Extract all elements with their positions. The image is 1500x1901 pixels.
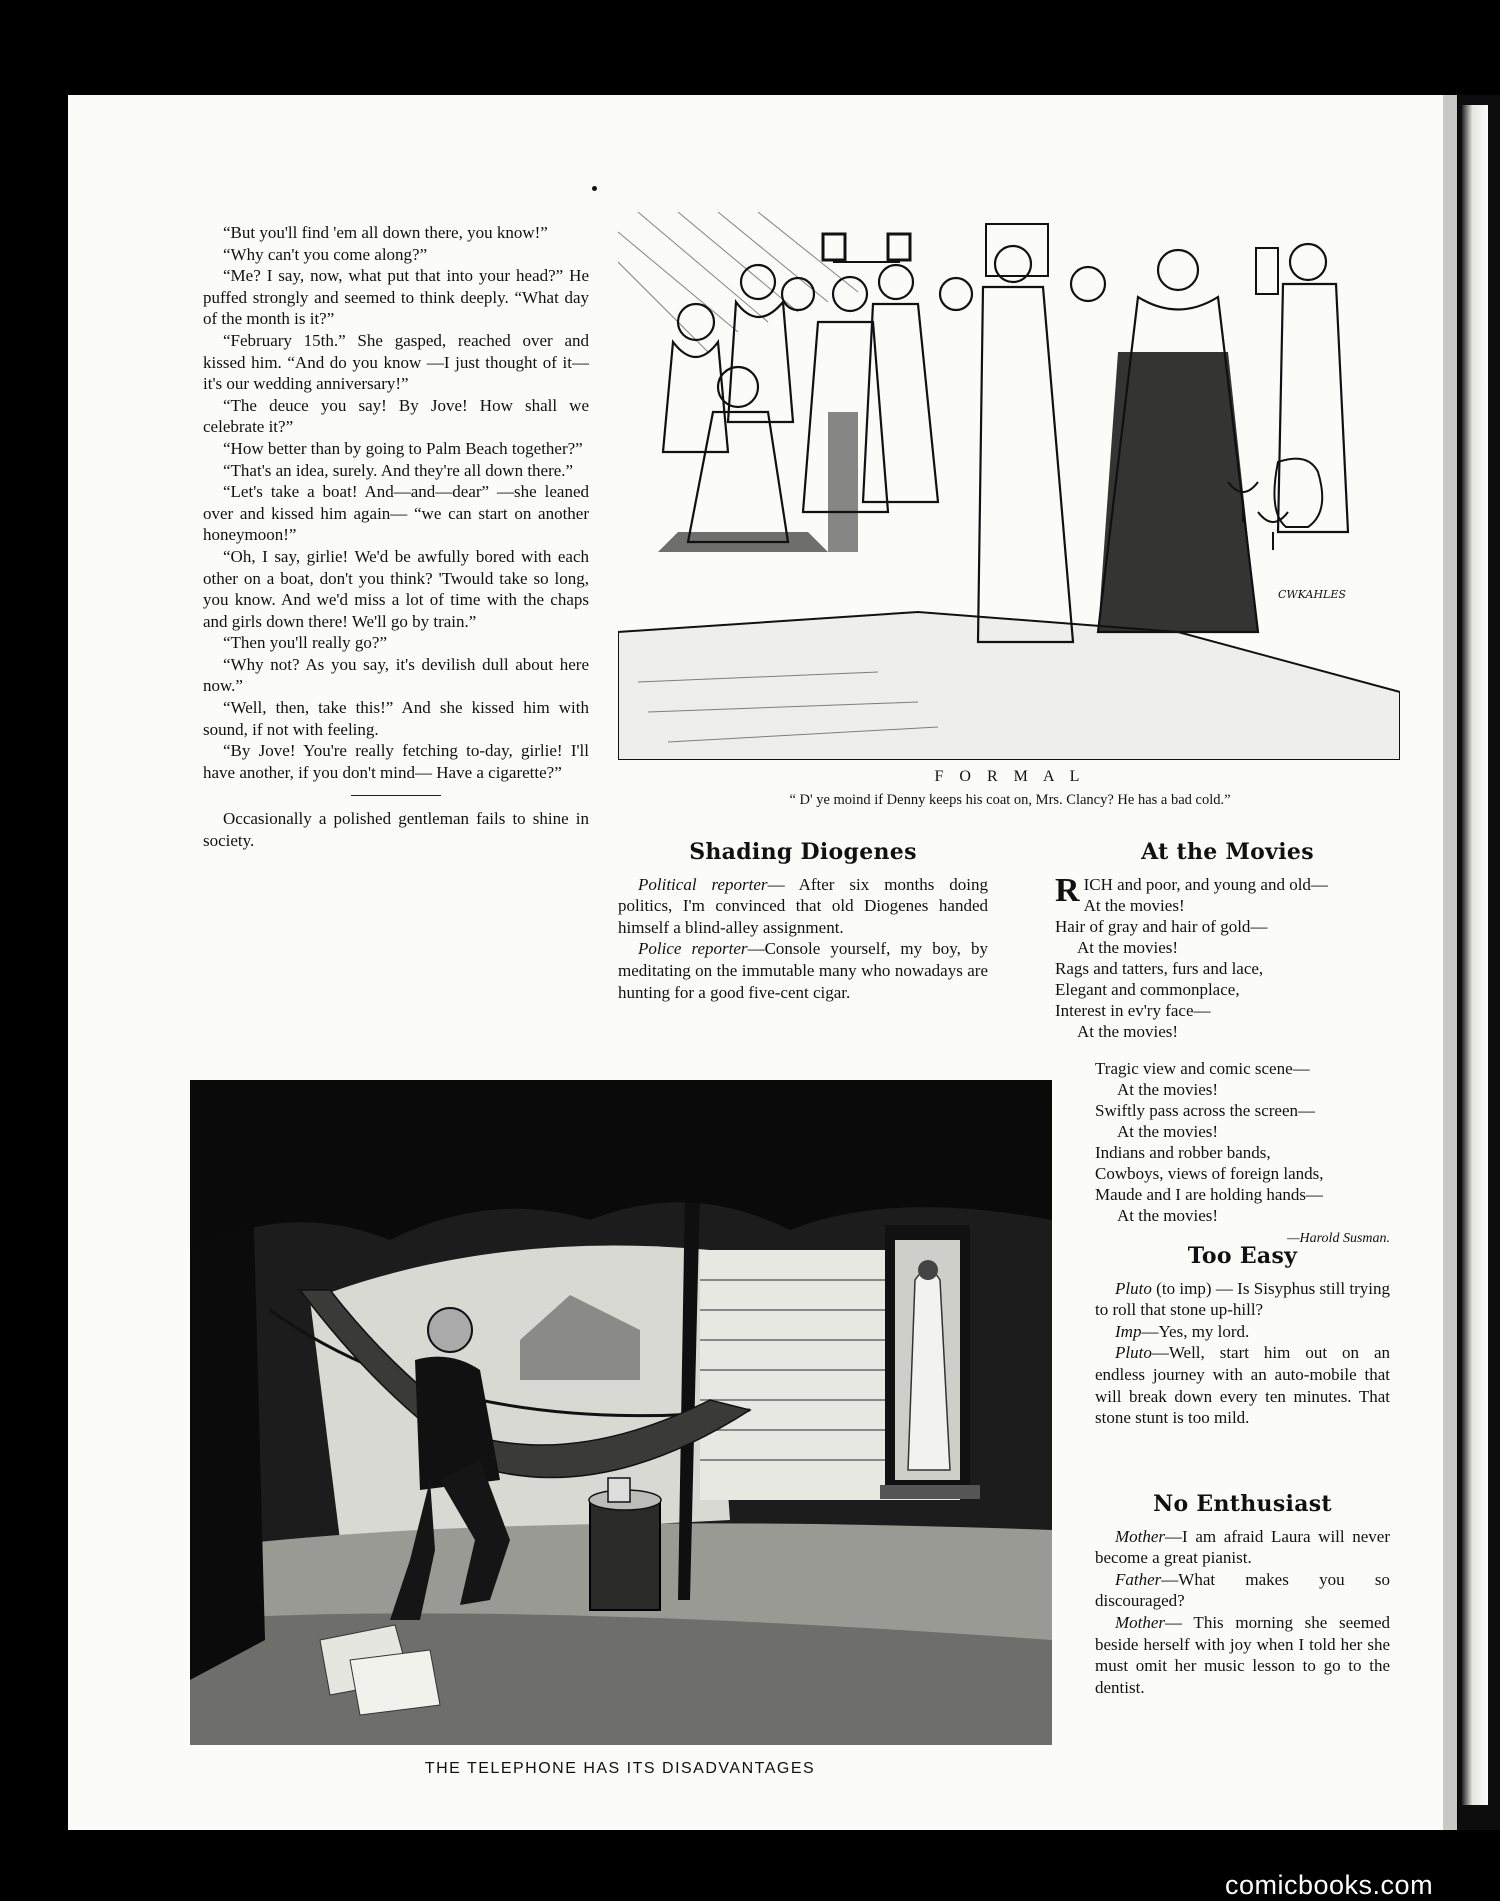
shading-diogenes-column [618,839,989,1003]
movies-dropcap: R [1055,871,1080,909]
next-page-edge [1462,105,1488,1805]
telephone-cartoon-drawing [190,1080,1052,1745]
poem-line: At the movies! [1077,937,1179,957]
story-paragraph: “That's an idea, surely. And they're all down there.” [223,460,574,480]
story-column [203,222,589,852]
too-easy-column [1095,1243,1390,1429]
poem-line: At the movies! [1083,895,1185,915]
no-enthusiast-heading: No Enthusiast [1153,1491,1332,1517]
political-reporter-label: Political reporter [638,874,768,894]
movies-attribution: —Harold Susman. [1287,1231,1390,1246]
poem-line: Swiftly pass across the screen— [1095,1101,1316,1120]
pluto-label-2: Pluto [1115,1343,1152,1363]
story-paragraph: “Well, then, take this!” And she kissed him with sound, if not with feeling. [203,698,589,739]
poem-line: Elegant and commonplace, [1055,979,1240,999]
imp-label: Imp [1115,1321,1142,1341]
watermark-text: comicbooks.com [1225,1870,1434,1900]
story-paragraph: “Why not? As you say, it's devilish dull about here now.” [203,654,589,696]
poem-line: At the movies! [1117,1206,1219,1225]
movies-stanza-1 [1055,871,1400,1042]
pluto-label-1: Pluto [1115,1278,1152,1298]
at-the-movies-stanza-2 [1095,1058,1390,1250]
formal-cartoon [618,212,1400,760]
page-edge [1443,95,1457,1830]
poem-line: Tragic view and comic scene— [1095,1059,1310,1078]
formal-signature: CWKAHLES [1278,588,1346,601]
movies-stanza-2 [1095,1058,1390,1226]
poem-line: Cowboys, views of foreign lands, [1095,1164,1324,1183]
story-paragraph: “How better than by going to Palm Beach together?” [223,438,583,458]
political-reporter-text: — After six months doing politics, I'm convinced that old Diogenes handed himself a blind-alley assignment. [618,874,989,937]
movies-first-line: ICH and poor, and young and old— [1083,874,1328,894]
formal-caption: “ D' ye moind if Denny keeps his coat on, Mrs. Clancy? He has a bad cold.” [789,792,1231,808]
pluto-text-1: (to imp) — Is Sisyphus still trying to roll that stone up-hill? [1095,1278,1390,1320]
no-enthusiast-column [1095,1491,1390,1698]
pluto-text-2: —Well, start him out on an endless journey with an auto-mobile that will break down every ten minutes. That stone stunt is too mild. [1095,1343,1390,1428]
story-paragraph: “By Jove! You're really fetching to-day, girlie! I'll have another, if you don't mind— Have a cigarette?” [203,741,589,782]
ink-dot [592,186,597,191]
story-paragraph: “Let's take a boat! And—and—dear” —she leaned over and kissed him again— “we can start on another honeymoon!” [203,482,589,545]
story-paragraph: “The deuce you say! By Jove! How shall we celebrate it?” [203,395,589,437]
story-paragraph: “But you'll find 'em all down there, you know!” [223,223,548,242]
formal-title: F O R M A L [934,768,1086,785]
mother-text-1: —I am afraid Laura will never become a great pianist. [1095,1526,1390,1568]
telephone-caption: THE TELEPHONE HAS ITS DISADVANTAGES [424,1760,816,1777]
imp-text: —Yes, my lord. [1141,1321,1250,1341]
at-the-movies-heading: At the Movies [1141,839,1314,865]
poem-line: At the movies! [1077,1021,1179,1041]
poem-line: At the movies! [1117,1080,1219,1099]
story-paragraph: “Me? I say, now, what put that into your head?” He puffed strongly and seemed to think deeply. “What day of the month is it?” [203,266,589,329]
police-reporter-label: Police reporter [638,939,748,959]
poem-line: Interest in ev'ry face— [1055,1000,1211,1020]
shading-diogenes-heading: Shading Diogenes [689,839,917,865]
poem-line: At the movies! [1117,1122,1219,1141]
mother-label-2: Mother [1115,1612,1166,1632]
mother-text-2: — This morning she seemed beside herself with joy when I told her she must omit her music lesson to go to the dentist. [1095,1612,1390,1697]
story-paragraph: “February 15th.” She gasped, reached over and kissed him. “And do you know —I just thought of it—it's our wedding anniversary!” [203,330,589,394]
section-divider [351,795,441,796]
closing-quip: Occasionally a polished gentleman fails to shine in society. [203,809,589,851]
poem-line: Maude and I are holding hands— [1095,1185,1324,1204]
story-paragraph: “Oh, I say, girlie! We'd be awfully bored with each other on a boat, don't you think? 'Twould take so long, you know. And we'd miss a lot of time with the chaps and girls down there! We'll go by train.” [203,546,589,631]
poem-line: Hair of gray and hair of gold— [1055,916,1268,936]
at-the-movies-column [1055,839,1400,1042]
story-paragraph: “Then you'll really go?” [223,633,388,653]
poem-line: Indians and robber bands, [1095,1143,1271,1162]
formal-cartoon-drawing [618,212,1400,760]
too-easy-heading: Too Easy [1187,1243,1298,1269]
telephone-cartoon [190,1080,1052,1745]
father-label: Father [1115,1569,1162,1589]
poem-line: Rags and tatters, furs and lace, [1055,958,1264,978]
police-reporter-text: —Console yourself, my boy, by meditating on the immutable many who nowadays are hunting for a good five-cent cigar. [618,939,988,1002]
mother-label-1: Mother [1115,1526,1166,1546]
story-paragraph: “Why can't you come along?” [223,244,428,264]
father-text: —What makes you so discouraged? [1095,1569,1390,1611]
